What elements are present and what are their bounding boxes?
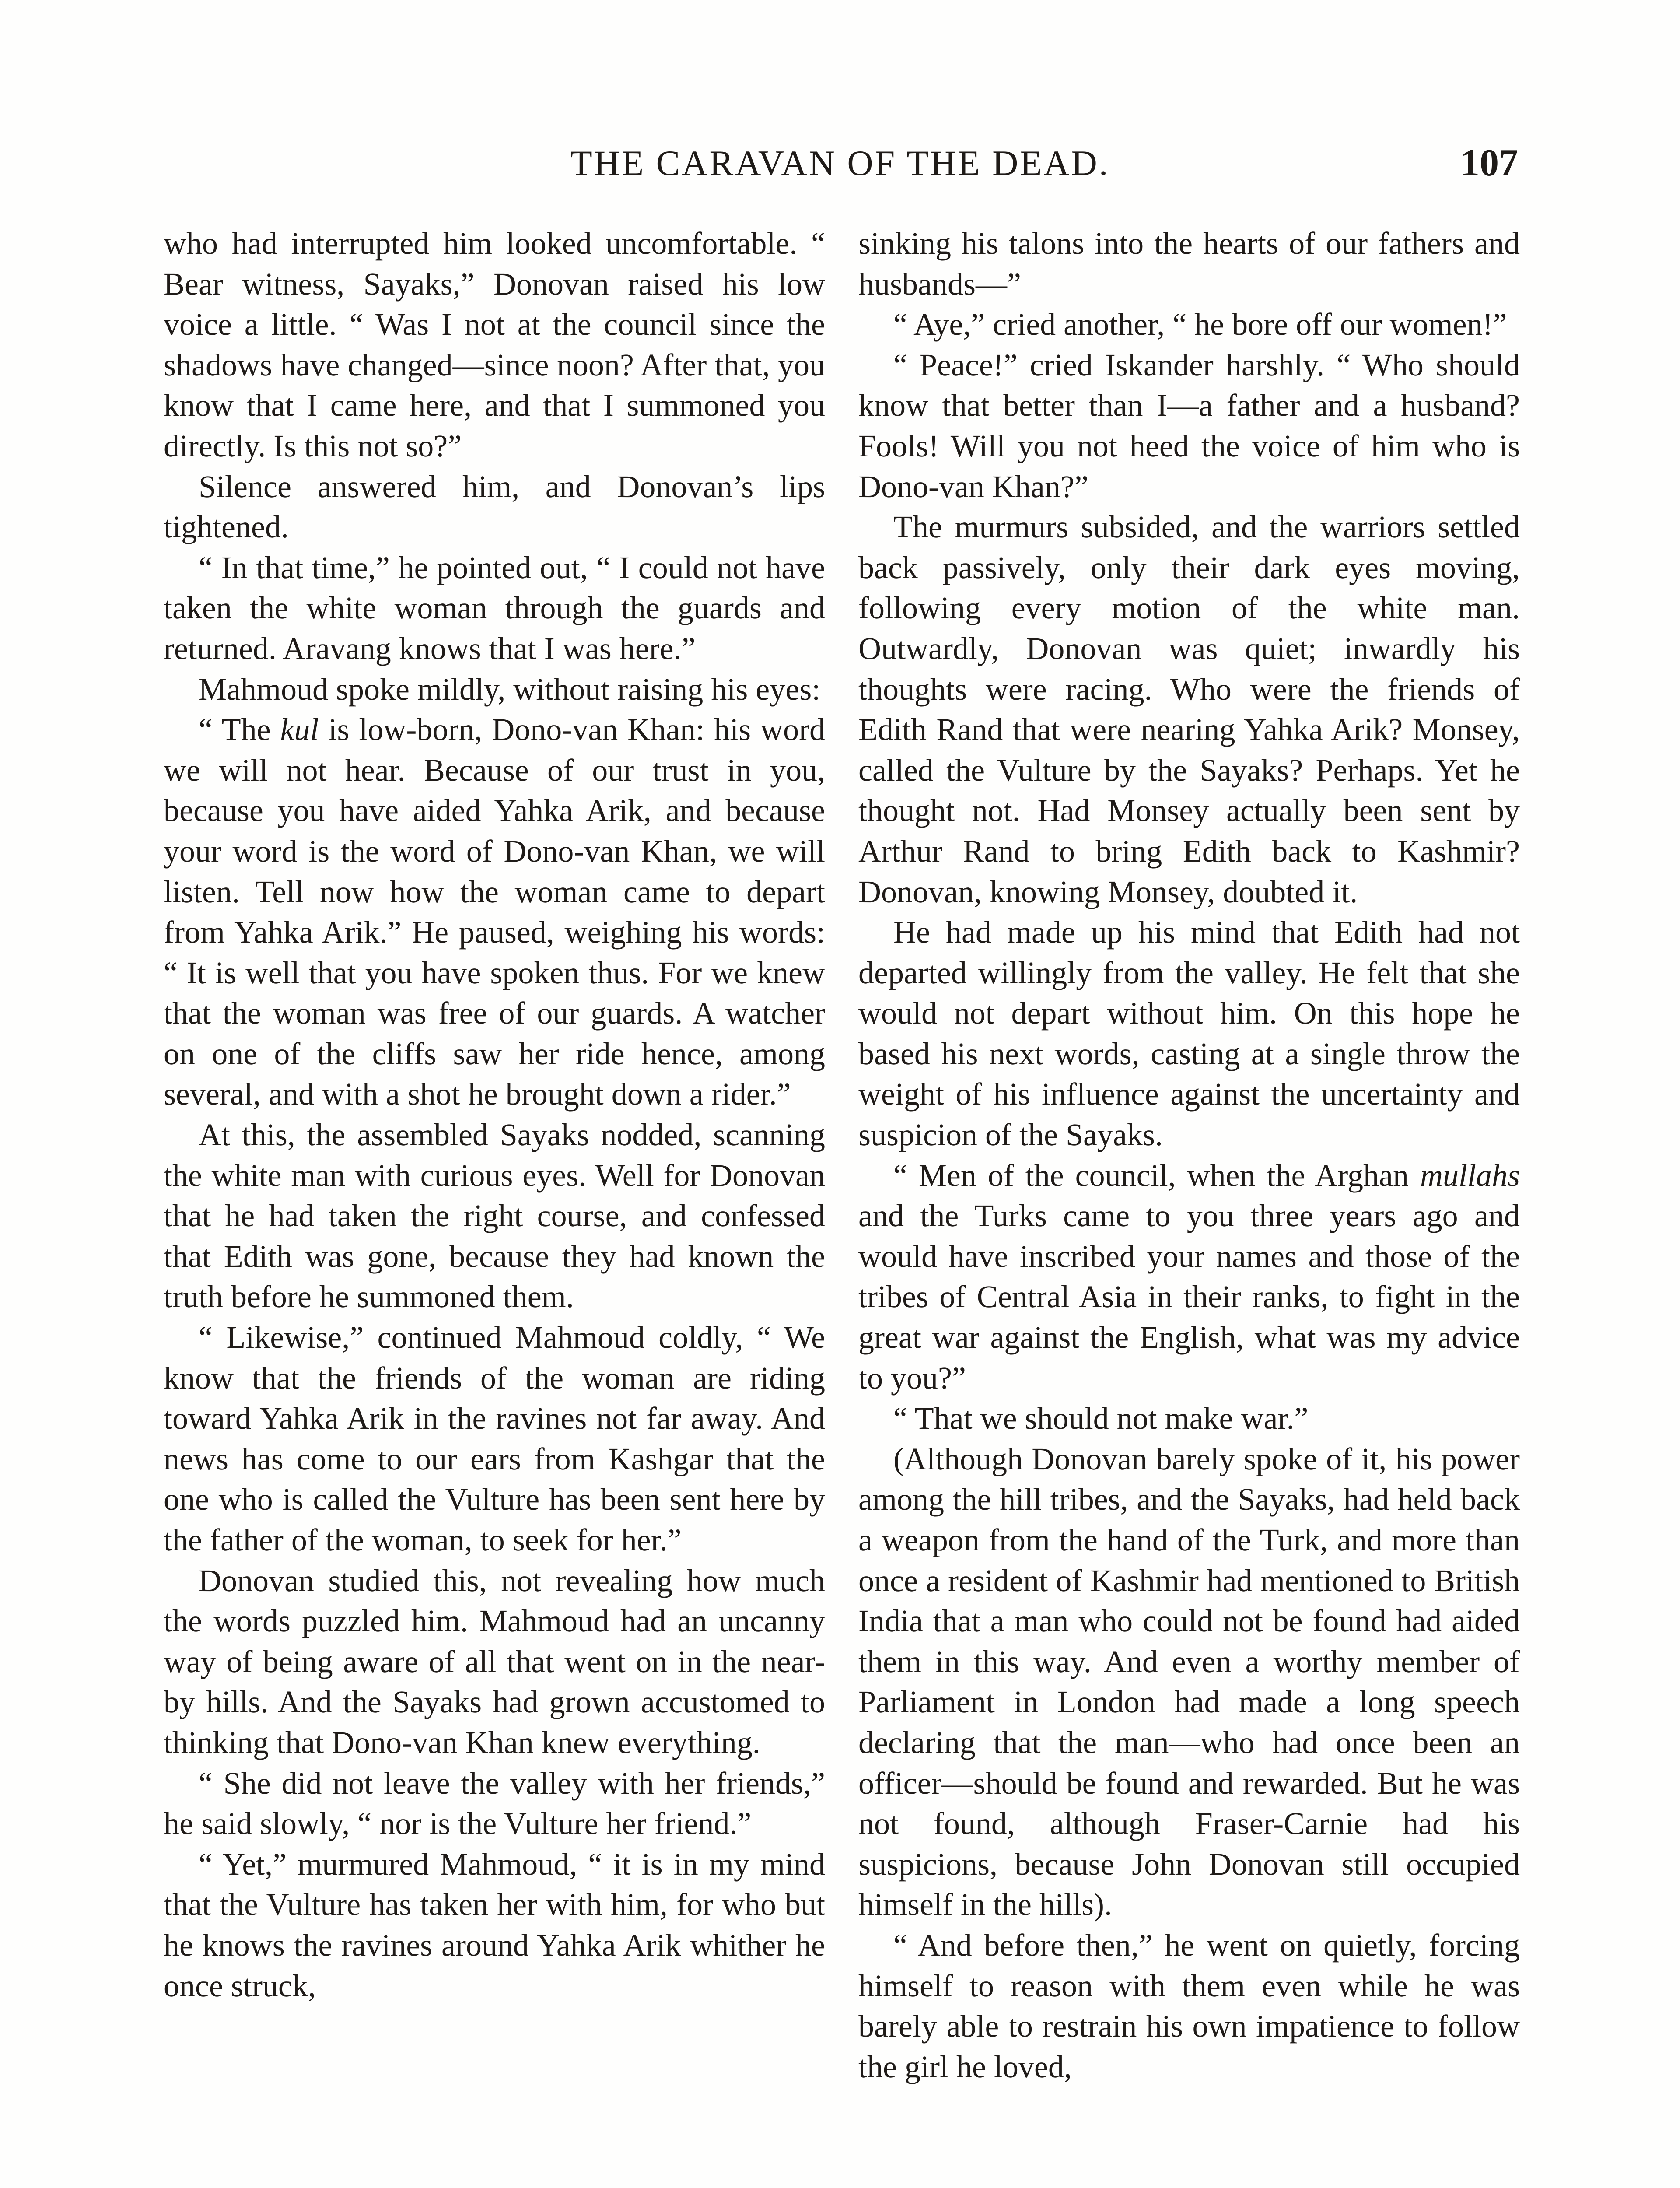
paragraph: He had made up his mind that Edith had not departed willingly from the valley. He felt that she would not depart without him. On this hope he based his next words, casting at a single throw the weight of his influence against the uncertainty and suspicion of the Sayaks. (858, 915, 1520, 1153)
paragraph: Mahmoud spoke mildly, without raising his eyes: (199, 671, 821, 707)
paragraph: “ In that time,” he pointed out, “ I could not have taken the white woman through the guards and returned. Aravang knows that I was here.” (164, 550, 825, 666)
paragraph: “ Peace!” cried Iskander harshly. “ Who should know that better than I—a father and a husband? Fools! Will you not heed the voice of him who is Dono-van Khan?” (858, 347, 1520, 504)
paragraph: (Although Donovan barely spoke of it, his power among the hill tribes, and the Sayaks, had held back a weapon from the hand of the Turk, and more than once a resident of Kashmir had mentioned to British India that a man who could not be found had aided them in this way. And even a worthy member of Parliament in London had made a long speech declaring that the man—who had once been an officer—should be found and rewarded. But he was not found, although Fraser-Carnie had his suspicions, because John Donovan still occupied himself in the hills). (858, 1441, 1520, 1922)
paragraph: “ Likewise,” continued Mahmoud coldly, “ We know that the friends of the woman are riding toward Yahka Arik in the ravines not far away. And news has come to our ears from Kashgar that the one who is called the Vulture has been sent here by the father of the woman, to seek for her.” (164, 1320, 825, 1557)
paragraph: “ She did not leave the valley with her friends,” he said slowly, “ nor is the Vulture her friend.” (164, 1765, 825, 1841)
left-column (164, 223, 825, 2006)
paragraph: who had interrupted him looked uncomfortable. “ Bear witness, Sayaks,” Donovan raised his low voice a little. “ Was I not at the council since the shadows have changed—since noon? After that, you know that I came here, and that I summoned you directly. Is this not so?” (164, 226, 825, 463)
paragraph: “ That we should not make war.” (893, 1401, 1309, 1436)
paragraph: At this, the assembled Sayaks nodded, scanning the white man with curious eyes. Well for Donovan that he had taken the right course, and confessed that Edith was gone, because they had known the truth before he summoned them. (164, 1117, 825, 1315)
italic-word: kul (280, 712, 319, 747)
paragraph: The murmurs subsided, and the warriors settled back passively, only their dark eyes moving, following every motion of the white man. Outwardly, Donovan was quiet; inwardly his thoughts were racing. Who were the friends of Edith Rand that were nearing Yahka Arik? Monsey, called the Vulture by the Sayaks? Perhaps. Yet he thought not. Had Monsey actually been sent by Arthur Rand to bring Edith back to Kashmir? Donovan, knowing Monsey, doubted it. (858, 509, 1520, 909)
paragraph: Silence answered him, and Donovan’s lips tightened. (164, 469, 825, 545)
paragraph: “ And before then,” he went on quietly, forcing himself to reason with them even while he was barely able to restrain his own impatience to follow the girl he loved, (858, 1927, 1520, 2084)
paragraph: Donovan studied this, not revealing how much the words puzzled him. Mahmoud had an uncanny way of being aware of all that went on in the near-by hills. And the Sayaks had grown accustomed to thinking that Dono-van Khan knew everything. (164, 1563, 825, 1760)
paragraph: “ Aye,” cried another, “ he bore off our women!” (893, 307, 1507, 342)
page-number: 107 (1460, 142, 1518, 184)
running-head (162, 139, 1518, 187)
running-title: THE CARAVAN OF THE DEAD. (570, 143, 1110, 183)
paragraph: sinking his talons into the hearts of our fathers and husbands—” (858, 226, 1520, 302)
right-column (858, 223, 1520, 2087)
italic-word: mullahs (1420, 1157, 1520, 1193)
paragraph: “ Yet,” murmured Mahmoud, “ it is in my mind that the Vulture has taken her with him, for who but he knows the ravines around Yahka Arik whither he once struck, (164, 1846, 825, 2003)
paragraph: “ The kul is low-born, Dono-van Khan: his word we will not hear. Because of our trust in you, because you have aided Yahka Arik, and because your word is the word of Dono-van Khan, we will listen. Tell now how the woman came to depart from Yahka Arik.” He paused, weighing his words: “ It is well that you have spoken thus. For we knew that the woman was free of our guards. A watcher on one of the cliffs saw her ride hence, among several, and with a shot he brought down a rider.” (164, 712, 826, 1112)
paragraph: “ Men of the council, when the Arghan mullahs and the Turks came to you three years ago and would have inscribed your names and those of the tribes of Central Asia in their ranks, to fight in the great war against the English, what was my advice to you?” (858, 1157, 1520, 1396)
